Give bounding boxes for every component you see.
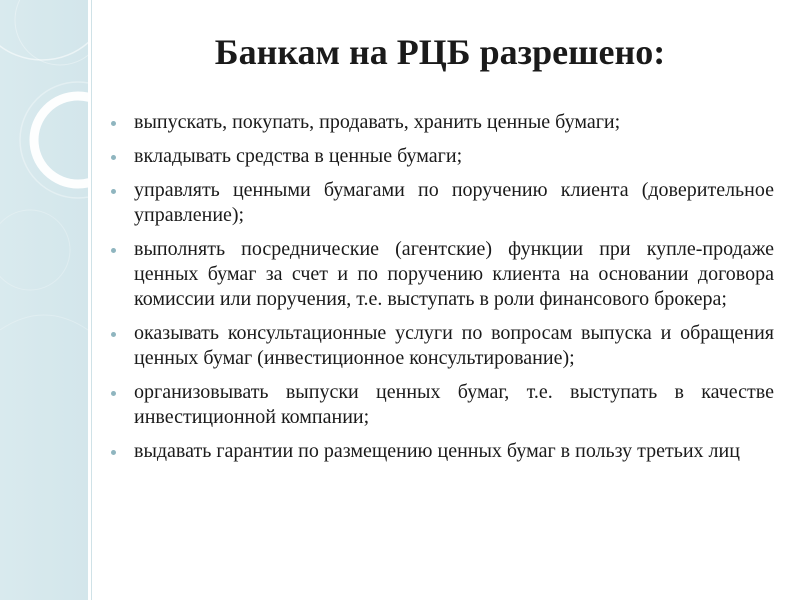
slide-title xyxy=(100,30,780,74)
decorative-side-panel xyxy=(0,0,88,600)
bullet-dot-icon xyxy=(111,332,116,337)
slide-title-regular: Банкам на РЦБ xyxy=(214,32,480,72)
list-item xyxy=(108,237,774,312)
bullet-dot-icon xyxy=(111,248,116,253)
bullet-text: вкладывать средства в ценные бумаги; xyxy=(134,145,463,167)
bullet-text: выпускать, покупать, продавать, хранить ценные бумаги; xyxy=(134,111,621,133)
bullet-dot-icon xyxy=(111,189,116,194)
bullet-dot-icon xyxy=(111,155,116,160)
bullet-text: организовывать выпуски ценных бумаг, т.е. выступать в качестве инвестиционной компании; xyxy=(134,381,774,428)
bullet-text: выдавать гарантии по размещению ценных бумаг в пользу третьих лиц xyxy=(134,440,740,462)
bullet-dot-icon xyxy=(111,450,116,455)
list-item xyxy=(108,144,774,169)
bullet-list xyxy=(108,110,774,473)
list-item xyxy=(108,439,774,464)
side-panel-divider-line xyxy=(91,0,92,600)
bullet-dot-icon xyxy=(111,121,116,126)
list-item xyxy=(108,380,774,430)
bullet-text: выполнять посреднические (агентские) функции при купле-продаже ценных бумаг за счет и по поручению клиента на основании договора комиссии или поручения, т.е. выступать в роли финансового брокера; xyxy=(134,238,774,310)
list-item xyxy=(108,178,774,228)
bullet-dot-icon xyxy=(111,391,116,396)
slide-title-bold: разрешено: xyxy=(479,32,666,72)
list-item xyxy=(108,110,774,135)
bullet-text: оказывать консультационные услуги по вопросам выпуска и обращения ценных бумаг (инвестиционное консультирование); xyxy=(134,322,774,369)
decorative-circles-graphic xyxy=(0,0,88,600)
bullet-text: управлять ценными бумагами по поручению клиента (доверительное управление); xyxy=(134,179,774,226)
list-item xyxy=(108,321,774,371)
